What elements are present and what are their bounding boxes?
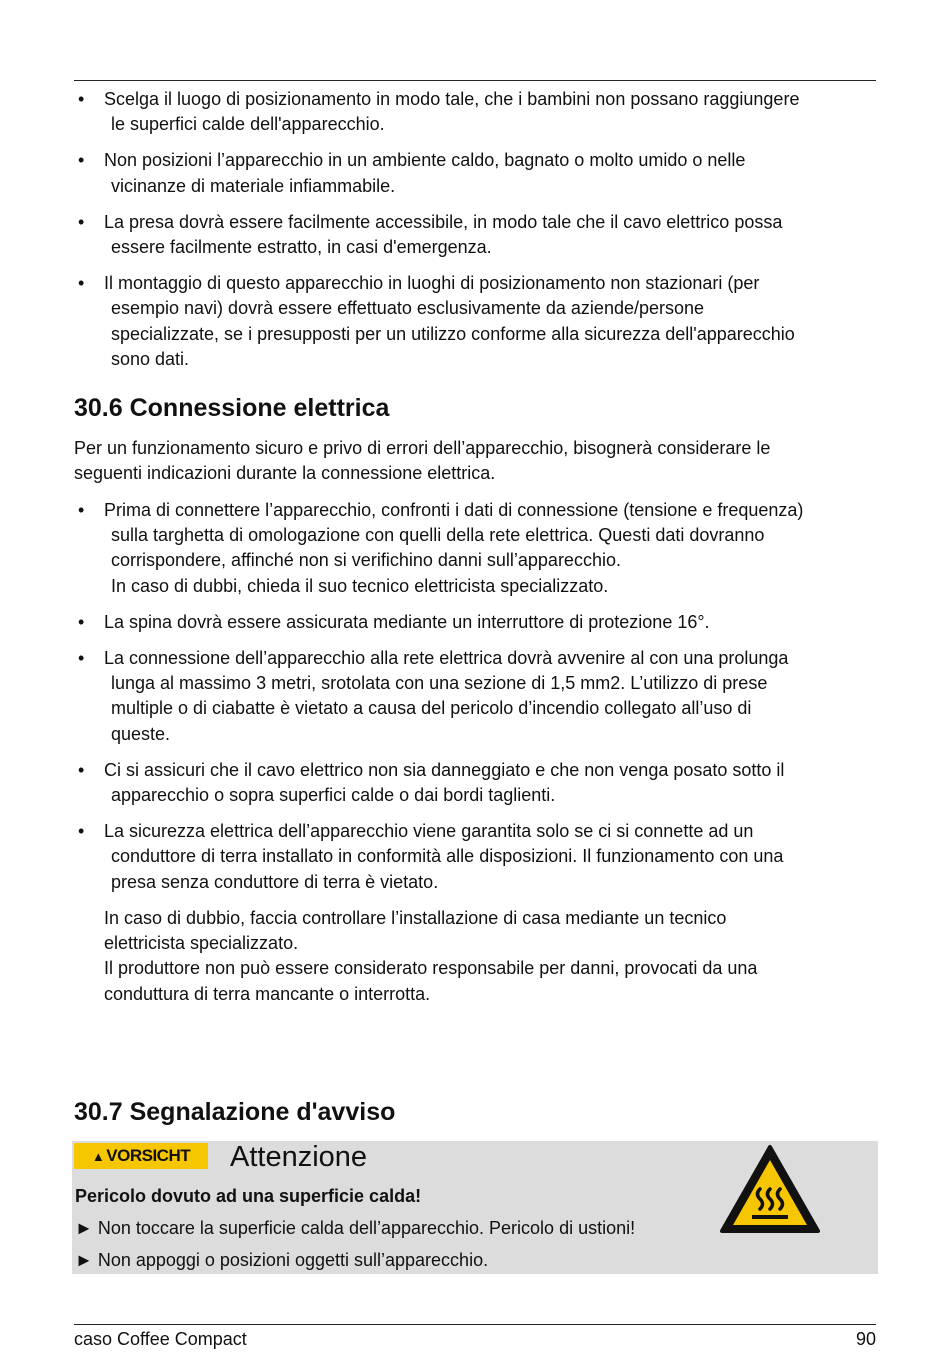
section-heading: 30.7 Segnalazione d'avviso <box>74 1098 396 1126</box>
list-item-line: Non posizioni l’apparecchio in un ambiente caldo, bagnato o molto umido o nelle <box>104 150 746 171</box>
list-item-line: conduttore di terra installato in conformità alle disposizioni. Il funzionamento con una <box>111 846 784 867</box>
header-rule <box>74 80 876 81</box>
bullet-icon: • <box>78 759 85 780</box>
bullet-icon: • <box>78 211 85 232</box>
list-item <box>74 148 876 198</box>
bullet-list-placement <box>74 87 876 372</box>
footer-rule <box>74 1324 876 1325</box>
list-item-line: La presa dovrà essere facilmente accessibile, in modo tale che il cavo elettrico possa <box>104 211 783 232</box>
list-item-line: queste. <box>111 723 171 744</box>
vorsicht-badge <box>74 1143 208 1169</box>
list-item-line: corrispondere, affinché non si verifichino danni sull’apparecchio. <box>111 550 621 571</box>
list-item-line: multiple o di ciabatte è vietato a causa del pericolo d’incendio collegato all’uso di <box>111 698 752 719</box>
warning-item: ► Non appoggi o posizioni oggetti sull’apparecchio. <box>75 1250 489 1270</box>
list-item-line: Prima di connettere l’apparecchio, confronti i dati di connessione (tensione e frequenza) <box>104 500 804 520</box>
list-item-line: In caso di dubbi, chieda il suo tecnico elettricista specializzato. <box>111 575 609 596</box>
intro-line: seguenti indicazioni durante la connessione elettrica. <box>74 463 496 484</box>
list-item-line: vicinanze di materiale infiammabile. <box>111 175 396 196</box>
list-item-line: sulla targhetta di omologazione con quelli della rete elettrica. Questi dati dovranno <box>111 525 765 546</box>
list-item <box>74 87 876 137</box>
list-item-line: le superfici calde dell'apparecchio. <box>111 114 385 135</box>
bullet-icon: • <box>78 273 85 294</box>
list-item-line: La sicurezza elettrica dell’apparecchio viene garantita solo se ci si connette ad un <box>104 821 754 842</box>
list-item-line: Ci si assicuri che il cavo elettrico non sia danneggiato e che non venga posato sotto il <box>104 759 785 780</box>
note-line: Il produttore non può essere considerato responsabile per danni, provocati da una <box>104 958 758 979</box>
bullet-icon: • <box>78 611 85 632</box>
list-item-line: Il montaggio di questo apparecchio in luoghi di posizionamento non stazionari (per <box>104 273 760 294</box>
intro-line: Per un funzionamento sicuro e privo di errori dell’apparecchio, bisognerà considerare le <box>74 438 771 458</box>
list-item <box>74 498 876 599</box>
bullet-list-electrical <box>74 498 876 895</box>
warning-subtitle: Pericolo dovuto ad una superficie calda! <box>75 1186 422 1206</box>
list-item <box>74 610 876 635</box>
list-item <box>74 646 876 747</box>
section-intro <box>74 436 876 486</box>
list-item <box>74 819 876 895</box>
note-line: conduttura di terra mancante o interrotta. <box>104 983 431 1004</box>
bullet-icon: • <box>78 821 85 842</box>
list-item-line: lunga al massimo 3 metri, srotolata con una sezione di 1,5 mm2. L’utilizzo di prese <box>111 673 768 694</box>
additional-note <box>104 906 876 1007</box>
bullet-icon: • <box>78 150 85 171</box>
badge-label: VORSICHT <box>106 1146 191 1165</box>
note-line: In caso di dubbio, faccia controllare l’installazione di casa mediante un tecnico <box>104 908 727 928</box>
warning-triangle-icon: ▲ <box>91 1148 105 1164</box>
hot-surface-icon <box>718 1143 822 1235</box>
page-number: 90 <box>855 1329 876 1349</box>
note-line: elettricista specializzato. <box>104 933 299 954</box>
list-item <box>74 758 876 808</box>
section-heading: 30.6 Connessione elettrica <box>74 394 390 422</box>
list-item-line: sono dati. <box>111 348 190 369</box>
list-item-line: La spina dovrà essere assicurata mediante un interruttore di protezione 16°. <box>104 611 710 632</box>
footer-product-name: caso Coffee Compact <box>74 1329 247 1349</box>
list-item <box>74 210 876 260</box>
list-item-line: Scelga il luogo di posizionamento in modo tale, che i bambini non possano raggiungere <box>104 89 800 109</box>
list-item <box>74 271 876 372</box>
list-item-line: essere facilmente estratto, in casi d'emergenza. <box>111 237 492 258</box>
bullet-icon: • <box>78 89 85 109</box>
list-item-line: La connessione dell’apparecchio alla rete elettrica dovrà avvenire al con una prolunga <box>104 648 789 669</box>
list-item-line: specializzate, se i presupposti per un utilizzo conforme alla sicurezza dell'apparecchio <box>111 323 795 344</box>
warning-box <box>72 1141 878 1274</box>
bullet-icon: • <box>78 648 85 669</box>
list-item-line: presa senza conduttore di terra è vietato. <box>111 871 439 892</box>
list-item-line: apparecchio o sopra superfici calde o dai bordi taglienti. <box>111 785 556 806</box>
bullet-icon: • <box>78 500 85 520</box>
list-item-line: esempio navi) dovrà essere effettuato esclusivamente da aziende/persone <box>111 298 705 319</box>
warning-item: ► Non toccare la superficie calda dell’apparecchio. Pericolo di ustioni! <box>75 1218 636 1238</box>
warning-title: Attenzione <box>230 1141 368 1173</box>
